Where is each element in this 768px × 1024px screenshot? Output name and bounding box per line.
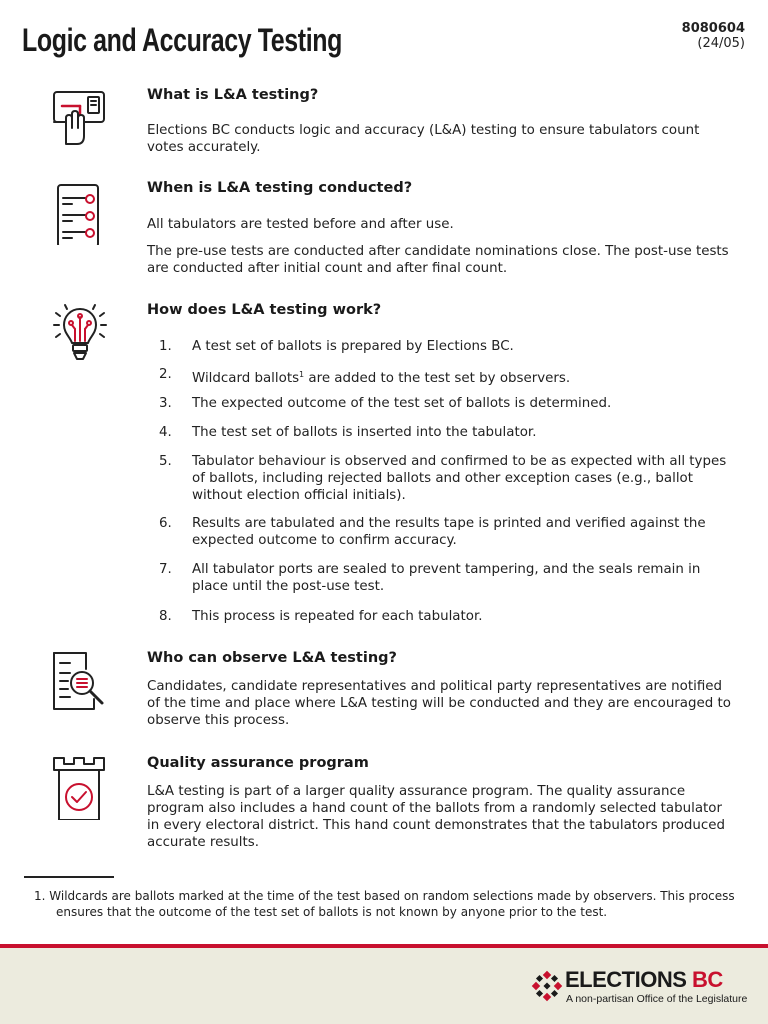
section-heading: How does L&A testing work? xyxy=(147,302,382,318)
section-body: Elections BC conducts logic and accuracy (L&A) testing to ensure tabulators count votes accurately. xyxy=(147,123,700,155)
step-text: Wildcard ballots$^1$ are added to the test set by observers. xyxy=(192,370,571,386)
section-body: Candidates, candidate representatives and political party representatives are notified of the time and place where L&A testing will be conducted and they are encouraged to observe this process. xyxy=(147,679,731,728)
step-number: 6. xyxy=(159,516,172,531)
section-heading: Who can observe L&A testing? xyxy=(147,650,397,666)
footnote: 1. Wildcards are ballots marked at the time of the test based on random selections made by observers. This process ensures that the outcome of the test set of ballots is not known by anyone prior to the test. xyxy=(34,889,735,919)
logo-tagline: A non-partisan Office of the Legislature xyxy=(566,993,748,1005)
lightbulb-icon xyxy=(50,301,110,365)
step-number: 4. xyxy=(159,425,172,440)
step-number: 8. xyxy=(159,609,172,624)
step-text: Results are tabulated and the results tape is printed and verified against the expected outcome to confirm accuracy. xyxy=(192,516,706,548)
elections-bc-logo-mark-icon xyxy=(531,970,563,1002)
step-text: The test set of ballots is inserted into the tabulator. xyxy=(192,425,537,440)
page-title: Logic and Accuracy Testing xyxy=(22,22,342,58)
step-number: 3. xyxy=(159,396,172,411)
logo-wordmark: ELECTIONS BC xyxy=(565,967,723,992)
step-text: Tabulator behaviour is observed and confirmed to be as expected with all types of ballots, including rejected ballots and other exception cases (e.g., ballot without election official initials). xyxy=(192,454,727,503)
ballot-hand-icon xyxy=(50,86,110,150)
elections-bc-logo xyxy=(531,968,746,1008)
step-text: A test set of ballots is prepared by Elections BC. xyxy=(192,339,514,354)
step-number: 7. xyxy=(159,562,172,577)
checklist-icon xyxy=(50,181,110,245)
step-text: The expected outcome of the test set of ballots is determined. xyxy=(192,396,612,411)
section-heading: What is L&A testing? xyxy=(147,87,319,103)
section-body: L&A testing is part of a larger quality assurance program. The quality assurance program also includes a hand count of the ballots from a randomly selected tabulator in every electoral district. This hand count demonstrates that the tabulators produced accurate results. xyxy=(147,784,725,850)
section-heading: When is L&A testing conducted? xyxy=(147,180,413,196)
footer xyxy=(0,944,768,1024)
step-text: All tabulator ports are sealed to prevent tampering, and the seals remain in place until the post-use test. xyxy=(192,562,701,594)
footnote-ref: 1 xyxy=(299,370,305,379)
document-search-icon xyxy=(50,649,110,713)
step-number: 5. xyxy=(159,454,172,469)
section-paragraph: The pre-use tests are conducted after candidate nominations close. The post-use tests are conducted after initial count and after final count. xyxy=(147,244,729,276)
step-number: 1. xyxy=(159,339,172,354)
section-heading: Quality assurance program xyxy=(147,755,369,771)
document-number: 8080604 xyxy=(681,21,745,36)
document-id xyxy=(682,21,745,51)
section-paragraph: All tabulators are tested before and after use. xyxy=(147,217,454,232)
step-number: 2. xyxy=(159,367,172,382)
footnote-divider xyxy=(24,876,114,878)
document-version: (24/05) xyxy=(697,36,745,51)
step-text: This process is repeated for each tabulator. xyxy=(192,609,483,624)
tower-check-icon xyxy=(50,756,110,820)
